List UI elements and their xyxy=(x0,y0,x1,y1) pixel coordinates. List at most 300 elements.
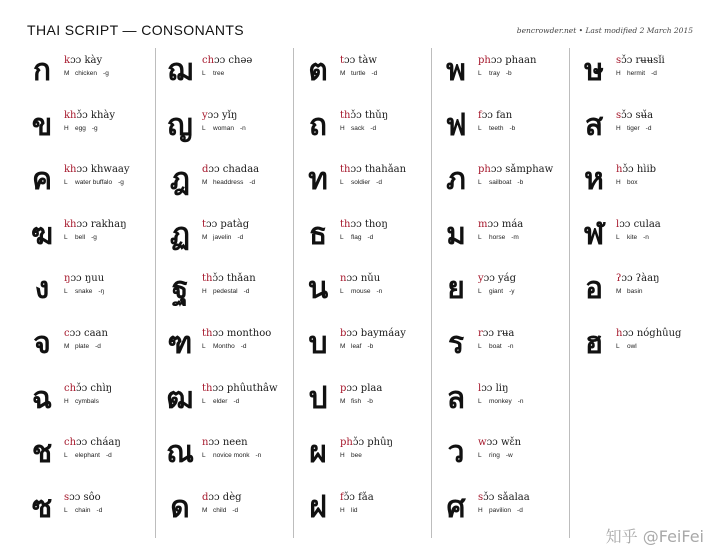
consonant-class: H xyxy=(616,124,621,132)
consonant-class: H xyxy=(478,506,483,514)
consonant-entry xyxy=(18,214,155,268)
letter-meta xyxy=(478,179,523,186)
name-rest: ɔɔ nóghûug xyxy=(622,328,682,339)
letter-name xyxy=(202,110,237,121)
letter-meta xyxy=(340,288,382,295)
thai-letter: ฬ xyxy=(583,216,605,252)
final-sound: -d xyxy=(105,452,112,460)
initial-sound: th xyxy=(202,382,213,394)
consonant-entry xyxy=(18,50,155,104)
consonant-entry xyxy=(156,432,293,486)
meaning: chain xyxy=(75,506,91,514)
consonant-class: L xyxy=(64,452,68,460)
consonant-entry xyxy=(432,159,569,213)
letter-name xyxy=(478,55,536,66)
initial-sound: th xyxy=(202,328,213,339)
letter-name xyxy=(616,273,659,284)
initial-sound: th xyxy=(340,218,351,230)
initial-sound: f xyxy=(340,491,344,503)
final-sound: -d xyxy=(232,506,239,514)
consonant-class: L xyxy=(478,179,482,187)
consonant-class: M xyxy=(340,343,346,350)
meaning: tiger xyxy=(627,124,640,132)
meaning: bell xyxy=(75,233,86,241)
name-rest: ɔɔ tàw xyxy=(344,55,377,66)
letter-name xyxy=(340,164,406,175)
watermark: 知乎 @FeiFei xyxy=(605,527,704,546)
meaning: kite xyxy=(627,233,638,241)
thai-letter: ษ xyxy=(584,53,604,88)
meaning: pavilion xyxy=(489,506,512,514)
meaning: horse xyxy=(489,233,506,241)
letter-name xyxy=(64,273,104,284)
initial-sound: c xyxy=(64,328,70,339)
letter-name xyxy=(478,328,514,339)
consonant-class: L xyxy=(64,233,68,241)
consonant-entry xyxy=(156,159,293,213)
name-rest: ɔ̌ɔ fǎa xyxy=(343,491,374,503)
letter-name xyxy=(64,164,130,175)
consonant-class: H xyxy=(616,179,621,187)
letter-meta xyxy=(616,234,649,241)
meaning: child xyxy=(213,506,227,514)
letter-name xyxy=(340,55,377,66)
letter-meta xyxy=(478,288,515,295)
letter-meta xyxy=(202,343,246,350)
consonant-entry xyxy=(294,105,431,159)
meaning: box xyxy=(627,179,638,187)
column xyxy=(294,48,432,538)
name-rest: ɔ̌ɔ phûŋ xyxy=(352,437,393,449)
thai-letter: ฑ xyxy=(167,326,193,361)
meaning: javelin xyxy=(213,233,232,241)
letter-name xyxy=(340,219,388,230)
name-rest: ɔɔ sôo xyxy=(69,491,101,503)
name-rest: ɔɔ nǔu xyxy=(346,273,381,285)
thai-letter: ม xyxy=(446,216,466,252)
meaning: boat xyxy=(489,343,502,350)
initial-sound: w xyxy=(478,437,487,449)
consonant-class: H xyxy=(340,124,345,132)
letter-meta xyxy=(202,452,261,459)
final-sound: -b xyxy=(505,70,512,77)
final-sound: -d xyxy=(517,506,523,514)
meaning: elder xyxy=(213,397,228,405)
thai-letter: ฮ xyxy=(584,326,604,361)
consonant-class: L xyxy=(202,343,206,350)
consonant-class: L xyxy=(478,124,482,132)
name-rest: ɔɔ caan xyxy=(69,328,108,339)
consonant-entry xyxy=(294,50,431,104)
thai-letter: ช xyxy=(31,435,53,471)
letter-meta xyxy=(616,70,657,77)
initial-sound: y xyxy=(478,273,484,285)
consonant-entry xyxy=(294,487,431,541)
name-rest: ɔɔ phûuthâw xyxy=(212,382,278,394)
consonant-class: L xyxy=(616,343,620,350)
name-rest: ɔɔ patàg xyxy=(206,218,250,230)
consonant-entry xyxy=(570,159,708,213)
consonant-entry xyxy=(432,105,569,159)
thai-letter: บ xyxy=(308,326,328,361)
thai-letter: ถ xyxy=(308,107,328,143)
consonant-class: L xyxy=(478,452,482,460)
consonant-class: L xyxy=(64,506,68,514)
thai-letter: ผ xyxy=(309,435,327,471)
name-rest: ɔɔ thahǎan xyxy=(350,164,407,176)
final-sound: -d xyxy=(95,343,101,350)
letter-name xyxy=(340,437,393,448)
consonant-class: L xyxy=(202,452,206,460)
name-rest: ɔɔ ʔàaŋ xyxy=(621,273,660,285)
consonant-entry xyxy=(156,214,293,268)
meaning: tree xyxy=(213,70,225,77)
letter-meta xyxy=(64,179,124,186)
letter-meta xyxy=(202,507,238,514)
consonant-entry xyxy=(570,268,708,322)
final-sound: -n xyxy=(376,288,383,296)
initial-sound: ph xyxy=(478,55,491,66)
final-sound: -b xyxy=(367,343,374,350)
letter-meta xyxy=(478,452,513,459)
consonant-class: L xyxy=(202,124,206,132)
consonant-class: H xyxy=(64,124,69,132)
thai-letter: พ xyxy=(446,53,466,88)
letter-meta xyxy=(340,343,373,350)
meaning: egg xyxy=(75,124,86,132)
final-sound: -b xyxy=(367,397,373,405)
credit-line: bencrowder.net • Last modified 2 March 2015 xyxy=(516,26,693,35)
thai-letter: ธ xyxy=(308,216,328,252)
final-sound: -g xyxy=(91,124,98,132)
initial-sound: ch xyxy=(64,437,77,449)
letter-name xyxy=(340,110,388,121)
consonant-class: L xyxy=(64,288,68,296)
initial-sound: h xyxy=(616,164,623,176)
letter-meta xyxy=(340,125,376,132)
letter-meta xyxy=(478,398,524,405)
initial-sound: t xyxy=(340,55,345,66)
letter-name xyxy=(616,219,661,230)
letter-name xyxy=(202,383,278,394)
thai-letter: ฐ xyxy=(171,271,189,307)
consonant-entry xyxy=(156,268,293,322)
meaning: turtle xyxy=(351,70,366,77)
initial-sound: k xyxy=(64,55,71,66)
initial-sound: d xyxy=(202,491,209,503)
letter-name xyxy=(202,164,259,175)
thai-letter: ป xyxy=(308,380,328,416)
letter-name xyxy=(202,55,252,66)
consonant-class: L xyxy=(202,70,206,77)
thai-letter: ย xyxy=(447,271,465,307)
consonant-entry xyxy=(18,432,155,486)
initial-sound: s xyxy=(616,109,622,121)
initial-sound: th xyxy=(202,273,213,285)
consonant-entry xyxy=(570,214,708,268)
letter-name xyxy=(616,328,681,339)
final-sound: -d xyxy=(376,179,382,187)
initial-sound: n xyxy=(202,437,209,449)
column xyxy=(18,48,156,538)
name-rest: ɔɔ yág xyxy=(483,273,517,285)
consonant-entry xyxy=(18,487,155,541)
meaning: soldier xyxy=(351,179,371,187)
consonant-entry xyxy=(432,50,569,104)
letter-name xyxy=(478,164,553,175)
final-sound: -ŋ xyxy=(98,288,105,296)
thai-letter: ต xyxy=(308,53,328,88)
meaning: mouse xyxy=(351,288,371,296)
letter-meta xyxy=(616,343,643,350)
initial-sound: ch xyxy=(202,55,215,66)
consonant-entry xyxy=(18,323,155,377)
name-rest: ɔɔ chadaa xyxy=(208,164,260,176)
letter-meta xyxy=(64,507,102,514)
name-rest: ɔɔ baymáay xyxy=(346,328,406,339)
column xyxy=(570,48,708,538)
meaning: teeth xyxy=(489,124,504,132)
consonant-entry xyxy=(570,323,708,377)
final-sound: -d xyxy=(233,397,240,405)
thai-letter: ฏ xyxy=(169,216,191,252)
thai-letter: ฟ xyxy=(445,107,467,143)
letter-name xyxy=(478,437,521,448)
letter-meta xyxy=(64,70,109,77)
meaning: Montho xyxy=(213,343,235,350)
meaning: ring xyxy=(489,452,500,460)
thai-letter: ฉ xyxy=(31,380,53,416)
initial-sound: y xyxy=(202,109,208,121)
letter-name xyxy=(202,219,249,230)
meaning: giant xyxy=(489,288,504,296)
initial-sound: s xyxy=(64,491,70,503)
letter-meta xyxy=(616,179,643,186)
consonant-entry xyxy=(432,323,569,377)
name-rest: ɔɔ thoŋ xyxy=(350,218,388,230)
final-sound: -n xyxy=(255,452,262,460)
letter-name xyxy=(64,383,112,394)
letter-meta xyxy=(340,179,382,186)
letter-name xyxy=(478,383,508,394)
final-sound: -d xyxy=(651,70,657,77)
final-sound: -d xyxy=(96,506,103,514)
consonant-class: M xyxy=(64,70,70,77)
consonant-entry xyxy=(156,487,293,541)
name-rest: ɔ̌ɔ hìib xyxy=(622,164,657,176)
letter-meta xyxy=(64,288,104,295)
meaning: plate xyxy=(75,343,90,350)
letter-name xyxy=(202,437,248,448)
letter-meta xyxy=(202,288,249,295)
consonant-class: H xyxy=(340,452,345,460)
name-rest: ɔɔ neen xyxy=(208,437,248,449)
meaning: cymbals xyxy=(75,397,99,405)
thai-letter: ภ xyxy=(446,162,466,198)
consonant-class: M xyxy=(202,233,208,241)
initial-sound: kh xyxy=(64,164,77,176)
final-sound: -n xyxy=(507,343,514,350)
consonant-class: M xyxy=(616,288,622,296)
initial-sound: b xyxy=(340,328,347,339)
meaning: elephant xyxy=(75,452,100,460)
initial-sound: s xyxy=(616,55,622,66)
initial-sound: ch xyxy=(64,382,77,394)
meaning: lid xyxy=(351,506,358,514)
initial-sound: ph xyxy=(340,437,353,449)
meaning: flag xyxy=(351,233,362,241)
letter-meta xyxy=(478,507,523,514)
name-rest: ɔ̌ɔ thǎan xyxy=(212,273,256,285)
name-rest: ɔ̌ɔ khày xyxy=(76,109,115,121)
meaning: owl xyxy=(627,343,637,350)
consonant-class: L xyxy=(340,233,344,241)
letter-meta xyxy=(340,234,373,241)
consonant-entry xyxy=(18,105,155,159)
final-sound: -d xyxy=(371,70,378,77)
final-sound: -d xyxy=(240,343,247,350)
letter-name xyxy=(340,492,374,503)
meaning: novice monk xyxy=(213,452,250,460)
initial-sound: l xyxy=(478,382,482,394)
letter-name xyxy=(340,383,382,394)
letter-meta xyxy=(202,125,246,132)
meaning: headdress xyxy=(213,179,244,187)
name-rest: ɔɔ ŋuu xyxy=(70,273,105,285)
letter-name xyxy=(64,219,127,230)
meaning: snake xyxy=(75,288,93,296)
meaning: leaf xyxy=(351,343,362,350)
initial-sound: f xyxy=(478,109,482,121)
letter-name xyxy=(340,273,380,284)
name-rest: ɔ̌ɔ sǎalaa xyxy=(483,491,530,503)
consonant-class: H xyxy=(202,288,207,296)
letter-meta xyxy=(64,452,112,459)
meaning: bee xyxy=(351,452,362,460)
final-sound: -n xyxy=(643,233,649,241)
meaning: basin xyxy=(627,288,643,296)
initial-sound: t xyxy=(202,218,207,230)
name-rest: ɔɔ monthoo xyxy=(212,328,272,339)
consonant-entry xyxy=(156,323,293,377)
initial-sound: d xyxy=(202,164,209,176)
name-rest: ɔɔ kày xyxy=(70,55,103,66)
consonant-entry xyxy=(18,378,155,432)
consonant-entry xyxy=(294,214,431,268)
letter-meta xyxy=(64,398,105,405)
letter-meta xyxy=(340,398,373,405)
final-sound: -b xyxy=(509,124,516,132)
letter-meta xyxy=(340,507,364,514)
letter-meta xyxy=(64,125,98,132)
letter-meta xyxy=(616,125,651,132)
thai-letter: ห xyxy=(584,162,604,198)
final-sound: -m xyxy=(511,233,519,241)
thai-letter: ก xyxy=(32,53,52,88)
consonant-class: M xyxy=(340,397,346,405)
letter-name xyxy=(64,492,101,503)
consonant-entry xyxy=(570,105,708,159)
meaning: woman xyxy=(213,124,234,132)
name-rest: ɔɔ rakhaŋ xyxy=(76,218,127,230)
meaning: water buffalo xyxy=(75,179,113,187)
final-sound: -w xyxy=(505,452,513,460)
meaning: sack xyxy=(351,124,365,132)
meaning: pedestal xyxy=(213,288,238,296)
meaning: monkey xyxy=(489,397,512,405)
thai-letter: ท xyxy=(308,162,328,198)
consonant-class: H xyxy=(616,70,621,77)
consonant-entry xyxy=(570,50,708,104)
consonant-class: L xyxy=(340,288,344,296)
thai-letter: ฆ xyxy=(30,216,54,252)
name-rest: ɔɔ phaan xyxy=(490,55,537,66)
consonant-entry xyxy=(156,105,293,159)
consonant-entry xyxy=(432,378,569,432)
consonant-class: L xyxy=(340,179,344,187)
letter-name xyxy=(202,492,242,503)
letter-name xyxy=(64,328,108,339)
column xyxy=(156,48,294,538)
consonant-class: M xyxy=(202,179,208,187)
thai-letter: อ xyxy=(584,271,604,307)
consonant-class: H xyxy=(64,397,69,405)
consonant-class: L xyxy=(616,233,620,241)
letter-name xyxy=(64,110,115,121)
letter-name xyxy=(64,437,121,448)
letter-meta xyxy=(616,288,649,295)
letter-meta xyxy=(202,398,239,405)
letter-meta xyxy=(202,70,230,77)
letter-meta xyxy=(64,234,97,241)
letter-meta xyxy=(478,234,519,241)
final-sound: -d xyxy=(367,233,374,241)
letter-name xyxy=(64,55,102,66)
name-rest: ɔɔ sǎmphaw xyxy=(490,164,554,176)
thai-letter: ง xyxy=(34,271,50,307)
letter-meta xyxy=(340,70,377,77)
initial-sound: r xyxy=(478,328,483,339)
letter-name xyxy=(478,219,523,230)
letter-meta xyxy=(478,70,512,77)
final-sound: -g xyxy=(91,233,97,241)
thai-letter: ซ xyxy=(31,489,53,525)
name-rest: ɔ̌ɔ chìŋ xyxy=(76,382,113,394)
thai-letter: ข xyxy=(31,107,53,143)
consonant-grid xyxy=(18,48,708,538)
name-rest: ɔɔ cháaŋ xyxy=(76,437,121,449)
page-title: THAI SCRIPT — CONSONANTS xyxy=(27,22,245,38)
letter-name xyxy=(616,55,665,66)
meaning: fish xyxy=(351,397,362,405)
consonant-entry xyxy=(156,378,293,432)
initial-sound: h xyxy=(616,328,623,339)
name-rest: ɔɔ chəə xyxy=(214,55,253,66)
consonant-class: L xyxy=(478,288,482,296)
initial-sound: l xyxy=(616,218,620,230)
letter-meta xyxy=(64,343,101,350)
name-rest: ɔɔ plaa xyxy=(346,382,383,394)
consonant-class: L xyxy=(478,397,482,405)
initial-sound: kh xyxy=(64,218,77,230)
letter-name xyxy=(202,328,271,339)
name-rest: ɔɔ liŋ xyxy=(481,382,509,394)
thai-letter: ส xyxy=(584,107,604,143)
thai-letter: น xyxy=(307,271,329,307)
consonant-entry xyxy=(294,268,431,322)
consonant-entry xyxy=(432,432,569,486)
letter-name xyxy=(616,164,656,175)
